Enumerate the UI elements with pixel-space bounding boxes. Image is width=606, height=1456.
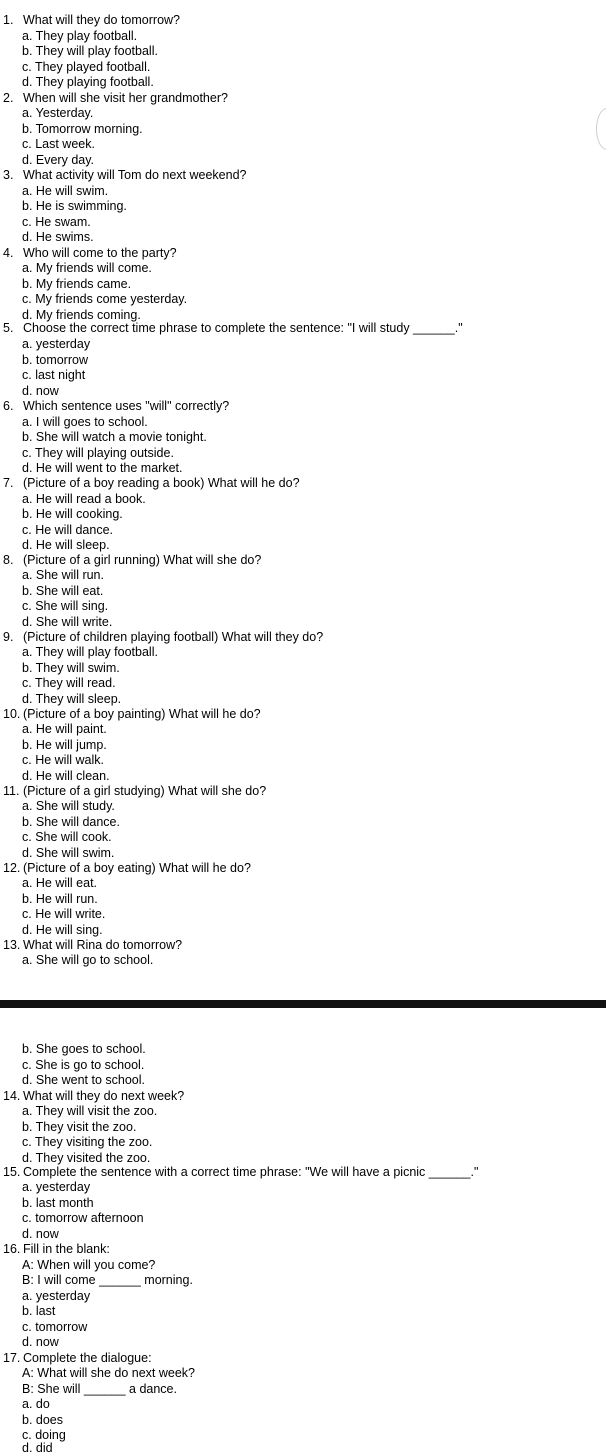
question-number: 8.	[3, 553, 14, 567]
answer-option: d. now	[22, 383, 59, 398]
answer-option: a. He will paint.	[22, 722, 107, 736]
answer-option: c. They will read.	[22, 676, 116, 690]
answer-option: a. Yesterday.	[22, 106, 94, 120]
question-text: Fill in the blank:	[23, 1242, 110, 1256]
answer-option: a. yesterday	[22, 337, 91, 351]
answer-option: d. He will sing.	[22, 922, 103, 937]
question-number: 12.	[3, 861, 21, 875]
answer-option: d. He will went to the market.	[22, 461, 183, 475]
question-text: (Picture of children playing football) What will they do?	[23, 630, 324, 644]
question-15	[3, 1165, 478, 1181]
question-number: 3.	[3, 168, 14, 182]
answer-option: b. does	[22, 1412, 64, 1427]
worksheet-page-2	[0, 1008, 606, 1456]
question-9	[3, 630, 323, 646]
question-8	[3, 553, 261, 569]
question-text: When will she visit her grandmother?	[23, 90, 228, 105]
question-number: 17.	[3, 1350, 21, 1365]
answer-option: b. My friends came.	[22, 276, 132, 291]
answer-option: c. She will sing.	[22, 599, 109, 613]
question-11	[3, 784, 266, 800]
answer-option: a. He will swim.	[22, 183, 109, 198]
question-4	[3, 246, 177, 262]
question-text: Who will come to the party?	[23, 245, 177, 260]
question-7	[3, 476, 300, 492]
answer-option: a. She will go to school.	[22, 953, 154, 967]
answer-option: c. They visiting the zoo.	[22, 1135, 153, 1149]
dialogue-line: A: What will she do next week?	[22, 1366, 195, 1380]
answer-option: b. They will play football.	[22, 44, 158, 58]
answer-option: a. They will visit the zoo.	[22, 1104, 158, 1118]
answer-option: d. He will sleep.	[22, 538, 110, 552]
answer-option: d. He will clean.	[22, 768, 110, 783]
question-text: Complete the dialogue:	[23, 1350, 152, 1365]
answer-option: b. Tomorrow morning.	[22, 121, 143, 136]
question-number: 7.	[3, 476, 14, 490]
answer-option: c. They played football.	[22, 59, 151, 74]
question-number: 1.	[3, 13, 14, 27]
answer-option: d. My friends coming.	[22, 307, 141, 322]
answer-option: b. They will swim.	[22, 660, 120, 675]
question-number: 13.	[3, 938, 21, 952]
answer-option: d. now	[22, 1335, 59, 1349]
answer-option: c. Last week.	[22, 137, 95, 151]
answer-option: c. My friends come yesterday.	[22, 292, 188, 306]
question-text: Choose the correct time phrase to complete the sentence: "I will study ______."	[23, 321, 463, 335]
question-12	[3, 861, 251, 877]
answer-option: d. now	[22, 1226, 59, 1241]
question-number: 6.	[3, 399, 14, 413]
answer-option: d. did	[22, 1440, 53, 1455]
answer-option: a. She will run.	[22, 568, 104, 582]
answer-option: b. They visit the zoo.	[22, 1119, 137, 1134]
question-text: What will they do next week?	[23, 1088, 185, 1103]
question-text: Which sentence uses "will" correctly?	[23, 399, 230, 413]
answer-option: a. I will goes to school.	[22, 414, 148, 429]
answer-option: b. She will watch a movie tonight.	[22, 430, 207, 444]
answer-option: d. Every day.	[22, 152, 95, 167]
question-text: (Picture of a boy reading a book) What will he do?	[23, 476, 300, 490]
answer-option: d. She will write.	[22, 614, 113, 629]
answer-option: d. She went to school.	[22, 1073, 145, 1087]
answer-option: a. They will play football.	[22, 645, 158, 659]
answer-option: d. They will sleep.	[22, 691, 122, 706]
answer-option: c. doing	[22, 1428, 66, 1442]
answer-option: b. She will eat.	[22, 583, 104, 598]
question-6	[3, 399, 229, 415]
answer-option: d. They playing football.	[22, 75, 154, 89]
answer-option: a. She will study.	[22, 799, 115, 813]
answer-option: a. He will read a book.	[22, 491, 146, 506]
question-17	[3, 1351, 152, 1367]
question-text: What will they do tomorrow?	[23, 13, 181, 27]
answer-option: a. He will eat.	[22, 876, 98, 890]
question-3	[3, 168, 246, 184]
question-text: What activity will Tom do next weekend?	[23, 168, 247, 182]
question-14	[3, 1089, 184, 1105]
question-text: What will Rina do tomorrow?	[23, 938, 183, 952]
answer-option: b. He is swimming.	[22, 199, 127, 213]
answer-option: b. She will dance.	[22, 814, 120, 829]
question-number: 11.	[3, 784, 20, 798]
answer-option: c. He will dance.	[22, 522, 114, 537]
answer-option: b. He will cooking.	[22, 507, 123, 521]
answer-option: b. last month	[22, 1195, 94, 1210]
question-1	[3, 13, 180, 29]
question-text: Complete the sentence with a correct time phrase: "We will have a picnic ______."	[23, 1164, 479, 1179]
answer-option: c. He will write.	[22, 907, 106, 921]
question-number: 10.	[3, 707, 21, 721]
answer-option: b. She goes to school.	[22, 1042, 146, 1056]
question-13	[3, 938, 182, 954]
question-2	[3, 91, 228, 107]
answer-option: d. She will swim.	[22, 845, 115, 860]
dialogue-line: B: I will come ______ morning.	[22, 1273, 193, 1287]
answer-option: b. tomorrow	[22, 352, 88, 367]
question-text: (Picture of a boy eating) What will he do?	[23, 861, 251, 875]
answer-option: c. She is go to school.	[22, 1057, 145, 1072]
answer-option: c. He will walk.	[22, 753, 104, 767]
question-5	[3, 321, 463, 337]
question-number: 14.	[3, 1088, 21, 1103]
answer-option: c. They will playing outside.	[22, 445, 174, 460]
answer-option: c. last night	[22, 368, 86, 382]
question-number: 16.	[3, 1242, 21, 1256]
answer-option: a. do	[22, 1397, 50, 1411]
answer-option: c. She will cook.	[22, 830, 112, 844]
question-10	[3, 707, 261, 723]
answer-option: a. yesterday	[22, 1288, 91, 1303]
answer-option: d. They visited the zoo.	[22, 1150, 151, 1165]
question-number: 2.	[3, 90, 14, 105]
question-number: 5.	[3, 321, 14, 335]
answer-option: c. He swam.	[22, 214, 91, 229]
dialogue-line: A: When will you come?	[22, 1257, 156, 1272]
question-text: (Picture of a girl running) What will she do?	[23, 553, 262, 567]
question-number: 4.	[3, 245, 14, 260]
question-number: 15.	[3, 1164, 21, 1179]
answer-option: a. yesterday	[22, 1180, 91, 1194]
page-break-divider	[0, 1000, 606, 1008]
answer-option: b. He will jump.	[22, 737, 107, 752]
question-text: (Picture of a girl studying) What will she do?	[23, 784, 267, 798]
dialogue-line: B: She will ______ a dance.	[22, 1381, 177, 1396]
answer-option: a. My friends will come.	[22, 261, 152, 275]
answer-option: a. They play football.	[22, 28, 138, 43]
answer-option: d. He swims.	[22, 230, 94, 244]
answer-option: c. tomorrow	[22, 1319, 88, 1334]
answer-option: c. tomorrow afternoon	[22, 1211, 144, 1225]
question-text: (Picture of a boy painting) What will he do?	[23, 707, 261, 721]
question-16	[3, 1242, 110, 1258]
answer-option: b. last	[22, 1304, 56, 1318]
question-number: 9.	[3, 630, 14, 644]
answer-option: b. He will run.	[22, 891, 98, 906]
